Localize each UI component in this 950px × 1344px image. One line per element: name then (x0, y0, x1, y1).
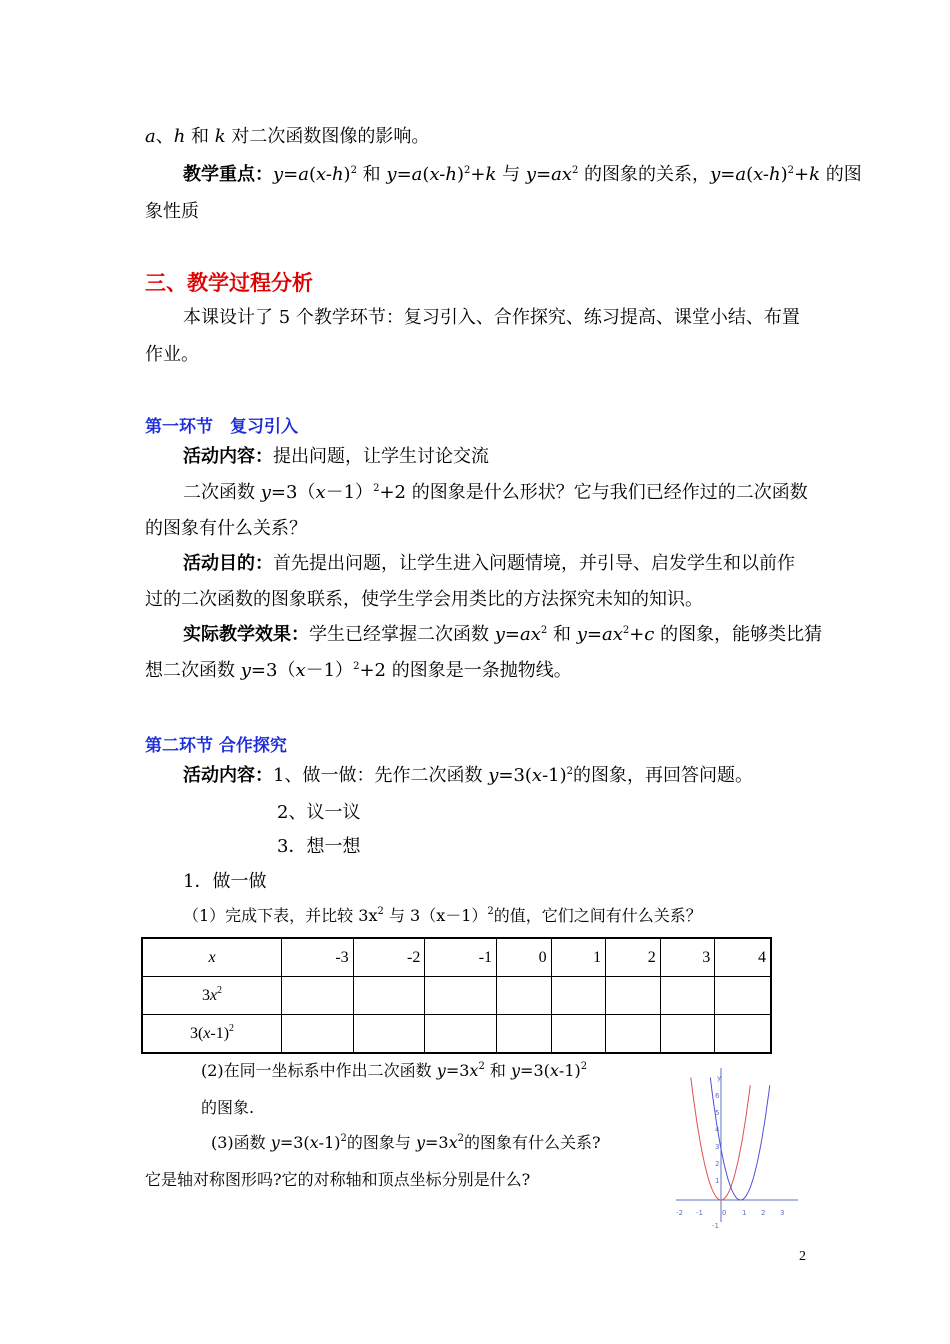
intro-line: a、h 和 k 对二次函数图像的影响。 (145, 126, 430, 147)
table-header-3x-1-2: $3(x-1)^2$ (142, 1015, 282, 1054)
var-a: a (145, 126, 156, 147)
teaching-focus-label: 教学重点： (183, 164, 273, 185)
teaching-focus-line: 教学重点：$y=a(x-h)^2$ 和 $y=a(x-h)^2+k$ 与 $y=ax^2$ 的图象的关系，$y=a(x-h)^2+k$ 的图 (183, 164, 862, 185)
section-paragraph-line1: 本课设计了 5 个教学环节：复习引入、合作探究、练习提高、课堂小结、布置 (183, 307, 800, 328)
parabola-graph (672, 1062, 802, 1234)
value-table (141, 937, 772, 1054)
table-cell-empty[interactable] (497, 977, 552, 1015)
x-tick-label: 0 (722, 1209, 727, 1217)
table-cell-empty[interactable] (715, 977, 771, 1015)
stage2-question2-line1: (2)在同一坐标系中作出二次函数 $y=3x^2$ 和 $y=3(x-1)^2$ (201, 1061, 588, 1080)
table-cell: 1 (551, 938, 606, 977)
table-cell: -1 (425, 938, 497, 977)
stage1-effect-line1: 实际教学效果：学生已经掌握二次函数 $y=ax^2$ 和 $y=ax^2+c$ 的图象，能够类比猜 (183, 624, 823, 645)
y-tick-label: 4 (715, 1126, 720, 1134)
teaching-focus-line2: 象性质 (145, 201, 199, 222)
y-axis-label: y (717, 1074, 722, 1082)
table-cell-empty[interactable] (282, 1015, 354, 1054)
stage2-heading: 第二环节 合作探究 (145, 736, 287, 756)
stage2-sub1: 1．做一做 (183, 871, 267, 892)
y-tick-label: 5 (715, 1109, 720, 1117)
table-row-x (142, 938, 771, 977)
stage2-question2-line2: 的图象. (201, 1098, 255, 1117)
table-cell-empty[interactable] (606, 1015, 661, 1054)
var-h: h (173, 126, 186, 147)
y-tick-label: 2 (715, 1160, 720, 1168)
table-header-3x2: $3x^2$ (142, 977, 282, 1015)
x-tick-label: -2 (676, 1209, 683, 1217)
table-cell-empty[interactable] (606, 977, 661, 1015)
x-tick-label: -1 (696, 1209, 703, 1217)
table-cell-empty[interactable] (425, 977, 497, 1015)
table-cell-empty[interactable] (353, 1015, 425, 1054)
table-cell-empty[interactable] (425, 1015, 497, 1054)
stage1-activity-content: 活动内容：提出问题，让学生讨论交流 (183, 446, 489, 467)
section-heading: 三、教学过程分析 (145, 271, 313, 295)
table-cell-empty[interactable] (282, 977, 354, 1015)
table-cell: 0 (497, 938, 552, 977)
table-cell: -2 (353, 938, 425, 977)
x-tick-label: 1 (742, 1209, 747, 1217)
stage1-question-line1: 二次函数 $y=3(x-1)^2+2$ 的图象是什么形状？它与我们已经作过的二次函数 (183, 482, 808, 503)
table-cell: 4 (715, 938, 771, 977)
x-tick-label: 2 (761, 1209, 766, 1217)
y-tick-label: 3 (715, 1143, 720, 1151)
table-cell-empty[interactable] (660, 977, 715, 1015)
stage2-question1: （1）完成下表，并比较 $3x^2$ 与 $3(x-1)^2$的值，它们之间有什么关系？ (183, 906, 702, 925)
y-tick-label: -1 (712, 1222, 719, 1230)
stage2-item2: 2、议一议 (277, 802, 361, 823)
stage1-goal-line1: 活动目的：首先提出问题，让学生进入问题情境，并引导、启发学生和以前作 (183, 553, 795, 574)
var-k: k (214, 126, 226, 147)
table-cell-empty[interactable] (715, 1015, 771, 1054)
table-cell-empty[interactable] (353, 977, 425, 1015)
y-tick-label: 1 (715, 1177, 720, 1185)
table-cell: 3 (660, 938, 715, 977)
table-cell-empty[interactable] (497, 1015, 552, 1054)
stage2-activity-content: 活动内容：1、做一做：先作二次函数 $y=3(x-1)^2$的图象，再回答问题。 (183, 765, 754, 786)
y-tick-label: 6 (715, 1092, 720, 1100)
stage1-question-line2: 的图象有什么关系？ (145, 518, 307, 539)
table-row-3x2 (142, 977, 771, 1015)
table-cell: 2 (606, 938, 661, 977)
table-header-x: x (142, 938, 282, 977)
table-cell-empty[interactable] (551, 1015, 606, 1054)
page-number: 2 (799, 1249, 806, 1264)
stage2-item3: 3．想一想 (277, 836, 361, 857)
table-cell-empty[interactable] (551, 977, 606, 1015)
stage1-goal-line2: 过的二次函数的图象联系，使学生学会用类比的方法探究未知的知识。 (145, 589, 703, 610)
x-tick-label: 3 (780, 1209, 785, 1217)
table-cell: -3 (282, 938, 354, 977)
stage1-effect-line2: 想二次函数 $y=3(x-1)^2+2$ 的图象是一条抛物线。 (145, 660, 572, 681)
table-row-3x-1-2 (142, 1015, 771, 1054)
stage2-question3-line1: (3)函数 $y=3(x-1)^2$的图象与 $y=3x^2$的图象有什么关系? (211, 1133, 601, 1152)
table-cell-empty[interactable] (660, 1015, 715, 1054)
stage1-heading: 第一环节 复习引入 (145, 417, 298, 437)
stage2-question3-line2: 它是轴对称图形吗?它的对称轴和顶点坐标分别是什么? (145, 1170, 531, 1189)
section-paragraph-line2: 作业。 (145, 344, 199, 365)
